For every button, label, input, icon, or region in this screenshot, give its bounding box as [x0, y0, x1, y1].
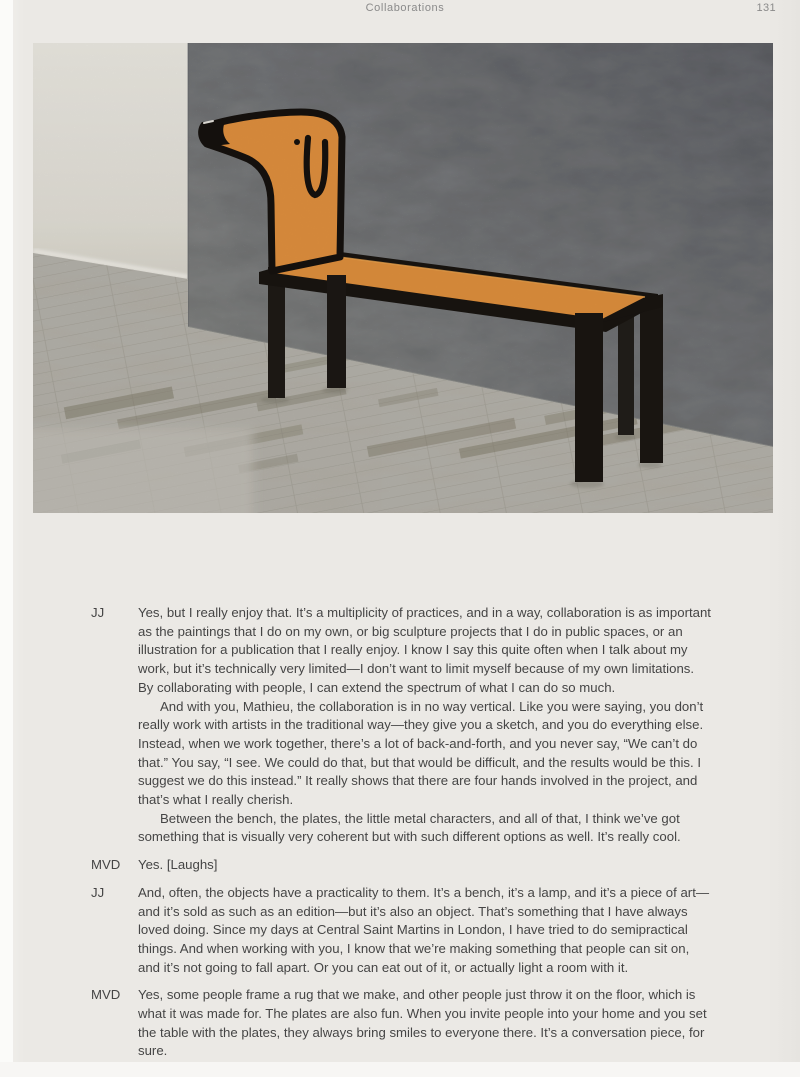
dialogue-paragraph: Yes, but I really enjoy that. It’s a multiplicity of practices, and in a way, collaboration is as important as the paintings that I do on my own, or big sculpture projects that I do in public spaces, or an illustration for a publication that I really enjoy. I know I say this quite often when I talk about my work, but it’s technically very limited—I don’t want to limit myself because of my own limitations. By collaborating with people, I can extend the spectrum of what I can do so much. [138, 605, 711, 695]
dialogue-entry [91, 884, 712, 978]
dialogue-entry [91, 986, 712, 1061]
dog-bench-illustration [33, 43, 773, 513]
speaker-label: JJ [91, 605, 105, 620]
speaker-label: JJ [91, 884, 105, 900]
dialogue-entry [91, 856, 712, 875]
dialogue [91, 604, 712, 1070]
page-number: 131 [756, 2, 776, 14]
speaker-label: MVD [91, 857, 121, 873]
dialogue-paragraph: Between the bench, the plates, the little metal characters, and all of that, I think we’ve got something that is visually very coherent but with such different options as well. It’s really cool. [138, 810, 681, 845]
page-edge-left [0, 0, 13, 1077]
running-head: Collaborations [365, 2, 445, 14]
dialogue-entry [91, 604, 712, 847]
photo-grain [33, 43, 773, 513]
speaker-label: MVD [91, 987, 121, 1003]
dialogue-paragraph: Yes. [Laughs] [138, 857, 218, 873]
dialogue-paragraph: And, often, the objects have a practicality to them. It’s a bench, it’s a lamp, and it’s a piece of art—and it’s sold as such as an edition—but it’s also an object. That’s something that I have always loved doing. Since my days at Central Saint Martins in London, I have tried to do semipractical things. And when working with you, I know that we’re making something that people can sit on, and it’s not going to fall apart. Or you can eat out of it, or actually light a room with it. [138, 884, 710, 975]
dialogue-paragraph: Yes, some people frame a rug that we make, and other people just throw it on the floor, which is what it was made for. The plates are also fun. When you invite people into your home and you set the table with the plates, they always bring smiles to everyone there. It’s a conversation piece, for sure. [138, 987, 707, 1059]
dialogue-paragraph: And with you, Mathieu, the collaboration is in no way vertical. Like you were saying, you don’t really work with artists in the traditional way—they give you a sketch, and you do everything else. Instead, when we work together, there’s a lot of back-and-forth, and you never say, “We can’t do that.” You say, “I see. We could do that, but that would be difficult, and the results would be this. I suggest we do this instead.” It really shows that there are four hands involved in the project, and that’s what I really cherish. [138, 698, 704, 808]
dog-bench-photo [33, 43, 773, 513]
